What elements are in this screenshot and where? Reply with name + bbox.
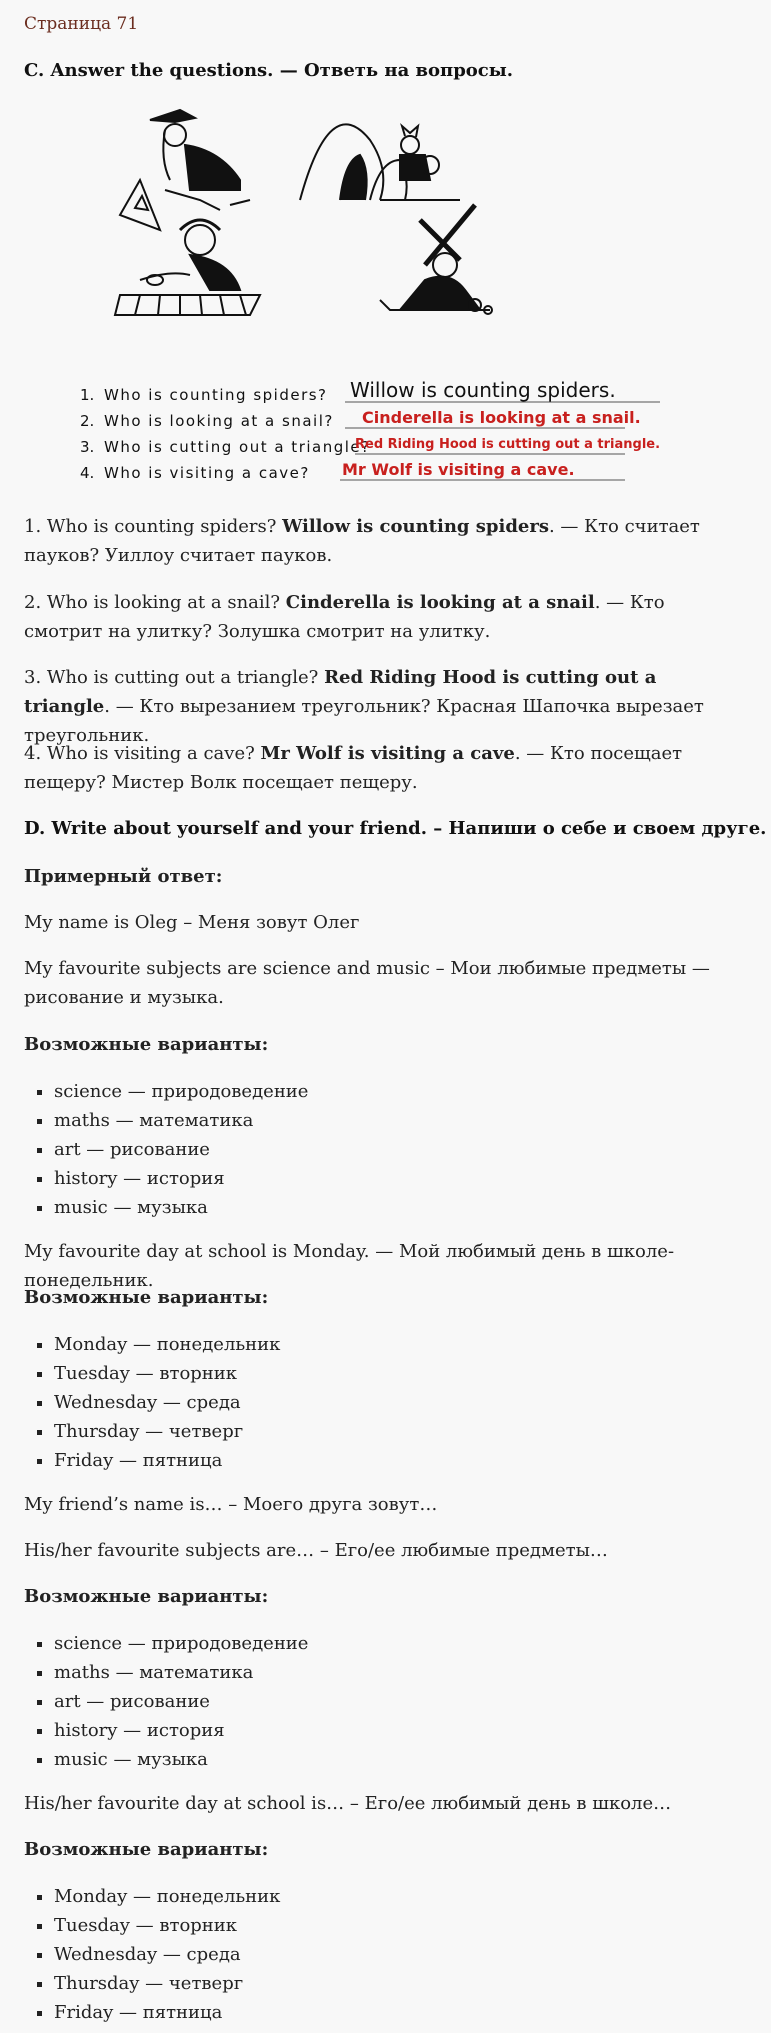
variants-label-4: Возможные варианты: (24, 1839, 269, 1860)
worksheet-a1: Willow is counting spiders. (350, 378, 616, 402)
friend-name-line: My friend’s name is… – Моего друга зовут… (24, 1494, 438, 1515)
worksheet-illustration (80, 100, 690, 500)
list-item: ▪ Thursday — четверг (54, 1417, 280, 1446)
worksheet-a4: Mr Wolf is visiting a cave. (342, 460, 575, 479)
list-item: ▪ music — музыка (54, 1193, 308, 1222)
list-item: ▪ history — история (54, 1716, 308, 1745)
list-item: ▪ Thursday — четверг (54, 1969, 280, 1998)
worksheet-q1-num: 1. (80, 386, 95, 404)
answer-paragraph-1: 1. Who is counting spiders? Willow is counting spiders. — Кто считает пауков? Уиллоу считает пауков. (24, 516, 700, 566)
worksheet-q2: Who is looking at a snail? (104, 412, 334, 430)
list-item: ▪ art — рисование (54, 1687, 308, 1716)
red-riding-hood-cutting-image (380, 205, 492, 314)
worksheet-q3: Who is cutting out a triangle? (104, 438, 371, 456)
worksheet-a3: Red Riding Hood is cutting out a triangle. (355, 437, 661, 452)
cinderella-snail-image (115, 220, 260, 315)
list-item: ▪ science — природоведение (54, 1629, 308, 1658)
variants-label-2: Возможные варианты: (24, 1287, 269, 1308)
list-item: ▪ Friday — пятница (54, 1446, 280, 1475)
answer-paragraph-2: 2. Who is looking at a snail? Cinderella is looking at a snail. — Кто смотрит на улитку? Золушка смотрит на улитку. (24, 592, 665, 642)
wolf-at-cave-image (300, 124, 460, 200)
list-item: ▪ music — музыка (54, 1745, 308, 1774)
worksheet-q4: Who is visiting a cave? (104, 464, 310, 482)
worksheet-questions (80, 386, 371, 482)
list-item: ▪ art — рисование (54, 1135, 308, 1164)
answer-paragraph-4: 4. Who is visiting a cave? Mr Wolf is visiting a cave. — Кто посещает пещеру? Мистер Волк посещает пещеру. (24, 743, 683, 793)
friend-day-line: His/her favourite day at school is… – Его/ее любимый день в школе… (24, 1793, 672, 1814)
list-item: ▪ Friday — пятница (54, 1998, 280, 2027)
page-number: Страница 71 (24, 14, 139, 34)
worksheet-a2: Cinderella is looking at a snail. (362, 408, 641, 427)
answer-paragraph-3: 3. Who is cutting out a triangle? Red Riding Hood is cutting out a triangle. — Кто вырезанием треугольник? Красная Шапочка вырезает треугольник. (24, 667, 704, 746)
worksheet-q3-num: 3. (80, 438, 95, 456)
subjects-list-1 (24, 1077, 308, 1222)
subjects-line: My favourite subjects are science and music – Мои любимые предметы — рисование и музыка. (24, 958, 710, 1008)
days-list-1 (24, 1330, 280, 1475)
list-item: ▪ Tuesday — вторник (54, 1911, 280, 1940)
variants-label-3: Возможные варианты: (24, 1586, 269, 1607)
day-line: My favourite day at school is Monday. — Мой любимый день в школе-понедельник. (24, 1241, 675, 1291)
days-list-2 (24, 1882, 280, 2027)
worksheet-q1: Who is counting spiders? (104, 386, 328, 404)
section-d-heading: D. Write about yourself and your friend. – Напиши о себе и своем друге. (24, 818, 767, 839)
list-item: ▪ maths — математика (54, 1658, 308, 1687)
subjects-list-2 (24, 1629, 308, 1774)
list-item: ▪ Monday — понедельник (54, 1330, 280, 1359)
list-item: ▪ Monday — понедельник (54, 1882, 280, 1911)
list-item: ▪ Wednesday — среда (54, 1388, 280, 1417)
friend-subjects-line: His/her favourite subjects are… – Его/ее любимые предметы… (24, 1540, 608, 1561)
sample-answer-label: Примерный ответ: (24, 866, 223, 887)
worksheet-q2-num: 2. (80, 412, 95, 430)
section-c-heading: C. Answer the questions. — Ответь на вопросы. (24, 60, 514, 81)
list-item: ▪ maths — математика (54, 1106, 308, 1135)
name-line: My name is Oleg – Меня зовут Олег (24, 912, 360, 933)
variants-label-1: Возможные варианты: (24, 1034, 269, 1055)
witch-drawing-triangle-image (120, 110, 250, 230)
list-item: ▪ science — природоведение (54, 1077, 308, 1106)
list-item: ▪ Wednesday — среда (54, 1940, 280, 1969)
list-item: ▪ Tuesday — вторник (54, 1359, 280, 1388)
worksheet-q4-num: 4. (80, 464, 95, 482)
list-item: ▪ history — история (54, 1164, 308, 1193)
